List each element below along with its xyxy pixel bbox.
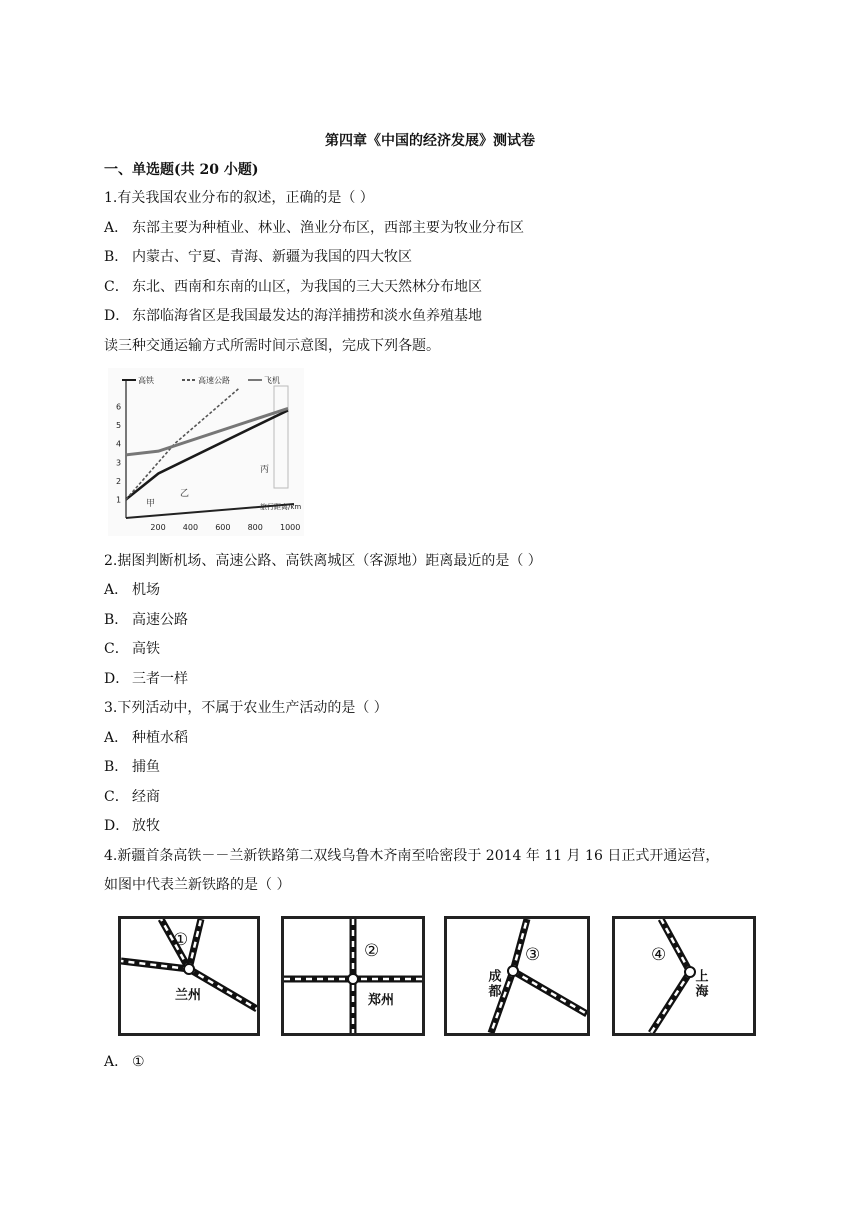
map-number-label: ① [173,930,189,950]
chart-y-tick-label: 1 [116,495,122,505]
chart-svg [108,368,304,536]
q2-option-a [104,580,160,600]
question-4-stem-line1: 4.新疆首条高铁－－兰新铁路第二双线乌鲁木齐南至哈密段于 2014 年 11 月 16 日正式开通运营， [104,848,720,864]
chart-region-label: 甲 [146,499,156,509]
option-text: 内蒙古、宁夏、青海、新疆为我国的四大牧区 [132,249,412,265]
chart-y-tick-label: 4 [116,439,122,449]
travel-time-chart [108,368,304,540]
q1-option-c [104,277,482,297]
q3-option-a [104,728,188,748]
city-label: 兰州 [175,988,202,1003]
option-text: 机场 [132,582,160,598]
question-1-stem: 1.有关我国农业分布的叙述，正确的是（ ） [104,190,374,206]
map-shanghai [612,916,756,1036]
city-label: 郑州 [368,993,395,1008]
question-3-stem: 3.下列活动中，不属于农业生产活动的是（ ） [104,700,388,716]
option-text: 高速公路 [132,612,188,628]
option-text: 捕鱼 [132,759,160,775]
section-heading: 一、单选题(共 20 小题) [104,162,259,178]
chart-y-tick-label: 2 [116,476,122,486]
map-number-label: ② [364,941,380,961]
option-letter: C． [104,641,129,657]
option-text: 高铁 [132,641,160,657]
map-number-label: ③ [525,945,541,965]
q1-option-d [104,306,482,326]
chart-intro: 读三种交通运输方式所需时间示意图，完成下列各题。 [104,338,440,354]
option-letter: D． [104,818,130,834]
page-title: 第四章《中国的经济发展》测试卷 [325,133,535,149]
chart-x-tick-label: 400 [182,523,199,532]
chart-region-label: 乙 [180,489,190,499]
chart-x-tick-label: 600 [215,523,231,532]
option-text: 种植水稻 [132,730,188,746]
question-2-stem: 2.据图判断机场、高速公路、高铁离城区（客源地）距离最近的是（ ） [104,553,542,569]
q1-option-b [104,247,412,267]
option-letter: A． [104,220,129,236]
option-text: 东部主要为种植业、林业、渔业分布区，西部主要为牧业分布区 [132,220,524,236]
chart-legend-label: 飞机 [264,376,280,385]
option-text: 经商 [132,789,160,805]
q2-option-b [104,610,188,630]
option-letter: B． [104,612,129,628]
option-text: 东北、西南和东南的山区，为我国的三大天然林分布地区 [132,279,482,295]
city-label: 上海 [692,969,708,999]
q2-option-c [104,639,160,659]
chart-legend-label: 高铁 [138,376,154,385]
map-lanzhou [118,916,260,1036]
map-zhengzhou [281,916,425,1036]
chart-y-tick-label: 3 [116,458,122,468]
q3-option-d [104,816,160,836]
option-letter: B． [104,759,129,775]
chart-x-tick-label: 200 [150,523,166,532]
option-letter: B． [104,249,129,265]
option-letter: C． [104,279,129,295]
chart-region-label: 丙 [260,465,270,475]
chart-x-tick-label: 1000 [280,523,301,532]
option-letter: A． [104,582,129,598]
option-letter: C． [104,789,129,805]
chart-x-tick-label: 800 [247,523,263,532]
chart-y-tick-label: 5 [116,421,122,431]
q4-option-a [104,1052,145,1072]
option-letter: A． [104,1054,129,1070]
q3-option-c [104,787,160,807]
q3-option-b [104,757,160,777]
chart-legend-label: 高速公路 [198,376,230,385]
option-text: 东部临海省区是我国最发达的海洋捕捞和淡水鱼养殖基地 [132,308,482,324]
chart-y-tick-label: 6 [116,402,122,412]
option-text: 放牧 [132,818,160,834]
q1-option-a [104,218,524,238]
city-label: 成都 [485,969,501,999]
option-letter: D． [104,671,130,687]
chart-x-axis-label: 旅行距离/km [260,503,302,511]
option-text: 三者一样 [132,671,188,687]
map-number-label: ④ [651,945,667,965]
option-text: ① [132,1054,145,1070]
option-letter: A． [104,730,129,746]
question-4-stem-line2: 如图中代表兰新铁路的是（ ） [104,877,291,893]
q2-option-d [104,669,188,689]
option-letter: D． [104,308,130,324]
map-chengdu [444,916,590,1036]
